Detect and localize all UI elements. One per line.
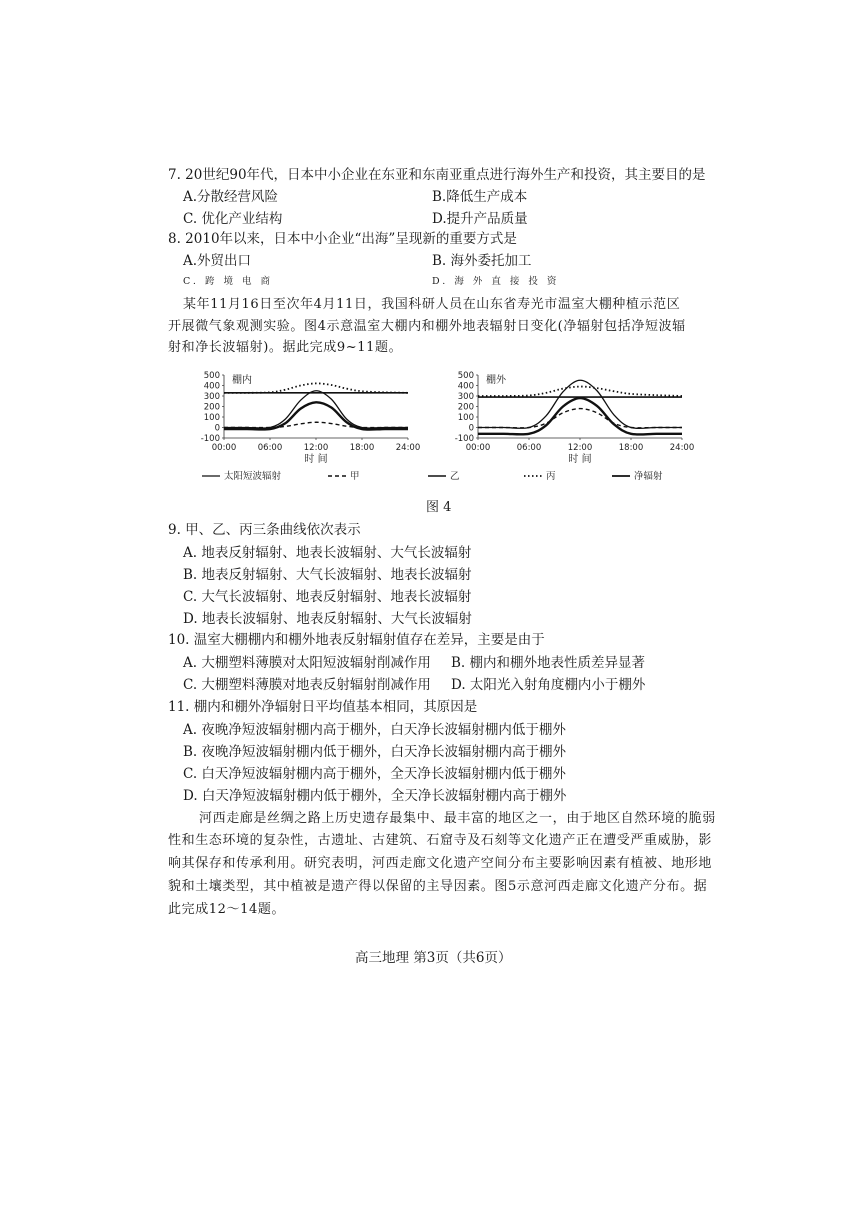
y-tick-label: 300 xyxy=(203,392,220,402)
x-tick-label: 24:00 xyxy=(669,443,695,453)
q10-option-c: C. 大棚塑料薄膜对地表反射辐射削减作用 xyxy=(183,677,431,693)
panel-label: 棚内 xyxy=(232,375,252,386)
intro2-line-2: 性和生态环境的复杂性，古遗址、古建筑、石窟寺及石刻等文化遗产正在遭受严重威胁，影 xyxy=(168,833,713,848)
x-tick-label: 00:00 xyxy=(211,443,237,453)
intro2-line-4: 貌和土壤类型，其中植被是遗产得以保留的主导因素。图5示意河西走廊文化遗产分布。据 xyxy=(168,879,708,894)
series-line xyxy=(224,402,408,429)
panel-outside xyxy=(455,371,695,465)
series-line xyxy=(224,422,408,427)
y-tick-label: 0 xyxy=(214,423,220,434)
y-tick-label: 300 xyxy=(457,392,474,402)
q7-option-c: C. 优化产业结构 xyxy=(183,211,283,227)
legend-label: 太阳短波辐射 xyxy=(224,471,282,482)
y-tick-label: 500 xyxy=(203,371,220,381)
x-tick-label: 12:00 xyxy=(303,443,329,453)
q8-option-d: D. 海 外 直 接 投 资 xyxy=(432,276,560,287)
q9-option-d: D. 地表长波辐射、地表反射辐射、大气长波辐射 xyxy=(183,611,472,627)
figure-caption: 图 4 xyxy=(426,500,452,515)
y-tick-label: 200 xyxy=(203,402,220,413)
intro2-line-3: 响其保存和传承利用。研究表明，河西走廊文化遗产空间分布主要影响因素有植被、地形地 xyxy=(168,856,713,871)
x-tick-label: 06:00 xyxy=(516,443,542,453)
intro2-line-1: 河西走廊是丝绸之路上历史遗存最集中、最丰富的地区之一，由于地区自然环境的脆弱 xyxy=(199,811,716,826)
y-tick-label: 400 xyxy=(457,381,474,392)
q9-stem: 9. 甲、乙、丙三条曲线依次表示 xyxy=(168,522,361,538)
q10-option-a: A. 大棚塑料薄膜对太阳短波辐射削减作用 xyxy=(183,655,431,671)
page-footer: 高三地理 第3页（共6页） xyxy=(355,950,512,966)
x-tick-label: 12:00 xyxy=(567,443,593,453)
q8-option-c: C. 跨 境 电 商 xyxy=(183,276,274,287)
q10-stem: 10. 温室大棚棚内和棚外地表反射辐射值存在差异，主要是由于 xyxy=(168,632,545,648)
q11-option-d: D. 白天净短波辐射棚内低于棚外，全天净长波辐射棚内高于棚外 xyxy=(183,788,567,804)
q10-option-d: D. 太阳光入射角度棚内小于棚外 xyxy=(451,677,646,693)
q8-stem: 8. 2010年以来，日本中小企业“出海”呈现新的重要方式是 xyxy=(168,231,517,247)
legend-label: 丙 xyxy=(546,471,556,482)
figure-4 xyxy=(180,362,700,490)
x-tick-label: 18:00 xyxy=(618,443,644,453)
q11-stem: 11. 棚内和棚外净辐射日平均值基本相同，其原因是 xyxy=(168,699,478,715)
y-tick-label: 100 xyxy=(457,413,474,423)
x-tick-label: 06:00 xyxy=(257,443,283,453)
q11-option-a: A. 夜晚净短波辐射棚内高于棚外，白天净长波辐射棚内低于棚外 xyxy=(183,722,566,738)
series-line xyxy=(478,409,682,428)
y-tick-label: 100 xyxy=(203,413,220,423)
y-tick-label: 200 xyxy=(457,402,474,413)
x-tick-label: 00:00 xyxy=(465,443,491,453)
q8-option-b: B. 海外委托加工 xyxy=(432,253,532,269)
q10-option-b: B. 棚内和棚外地表性质差异显著 xyxy=(451,655,646,671)
intro2-line-5: 此完成12～14题。 xyxy=(168,902,286,917)
y-tick-label: 400 xyxy=(203,381,220,392)
q7-option-b: B.降低生产成本 xyxy=(432,189,528,205)
x-axis-label: 时 间 xyxy=(304,454,328,465)
x-tick-label: 18:00 xyxy=(349,443,375,453)
q11-option-c: C. 白天净短波辐射棚内高于棚外，全天净长波辐射棚内低于棚外 xyxy=(183,766,566,782)
panel-inside xyxy=(201,371,421,465)
legend-label: 乙 xyxy=(450,471,460,482)
q11-option-b: B. 夜晚净短波辐射棚内低于棚外，白天净长波辐射棚内高于棚外 xyxy=(183,744,567,760)
y-tick-label: -100 xyxy=(454,434,474,444)
x-axis-label: 时 间 xyxy=(568,454,592,465)
intro1-line-2: 开展微气象观测实验。图4示意温室大棚内和棚外地表辐射日变化(净辐射包括净短波辐 xyxy=(168,319,686,334)
x-tick-label: 24:00 xyxy=(395,443,421,453)
q9-option-a: A. 地表反射辐射、地表长波辐射、大气长波辐射 xyxy=(183,545,472,561)
series-line xyxy=(478,380,682,428)
series-line xyxy=(478,387,682,396)
q9-option-b: B. 地表反射辐射、大气长波辐射、地表长波辐射 xyxy=(183,567,472,583)
q9-option-c: C. 大气长波辐射、地表反射辐射、地表长波辐射 xyxy=(183,589,472,605)
legend-label: 净辐射 xyxy=(634,471,663,482)
q8-option-a: A.外贸出口 xyxy=(183,253,252,269)
figure-legend xyxy=(202,470,663,482)
legend-label: 甲 xyxy=(350,471,360,482)
series-line xyxy=(478,398,682,434)
intro1-line-3: 射和净长波辐射)。据此完成9~11题。 xyxy=(168,340,403,355)
q7-stem: 7. 20世纪90年代，日本中小企业在东亚和东南亚重点进行海外生产和投资，其主要目的是 xyxy=(168,167,706,183)
intro1-line-1: 某年11月16日至次年4月11日，我国科研人员在山东省寿光市温室大棚种植示范区 xyxy=(183,297,681,312)
y-tick-label: 0 xyxy=(468,423,474,434)
q7-option-a: A.分散经营风险 xyxy=(183,189,279,205)
q7-option-d: D.提升产品质量 xyxy=(432,211,528,227)
panel-label: 棚外 xyxy=(486,375,506,386)
y-tick-label: 500 xyxy=(457,371,474,381)
y-tick-label: -100 xyxy=(200,434,220,444)
